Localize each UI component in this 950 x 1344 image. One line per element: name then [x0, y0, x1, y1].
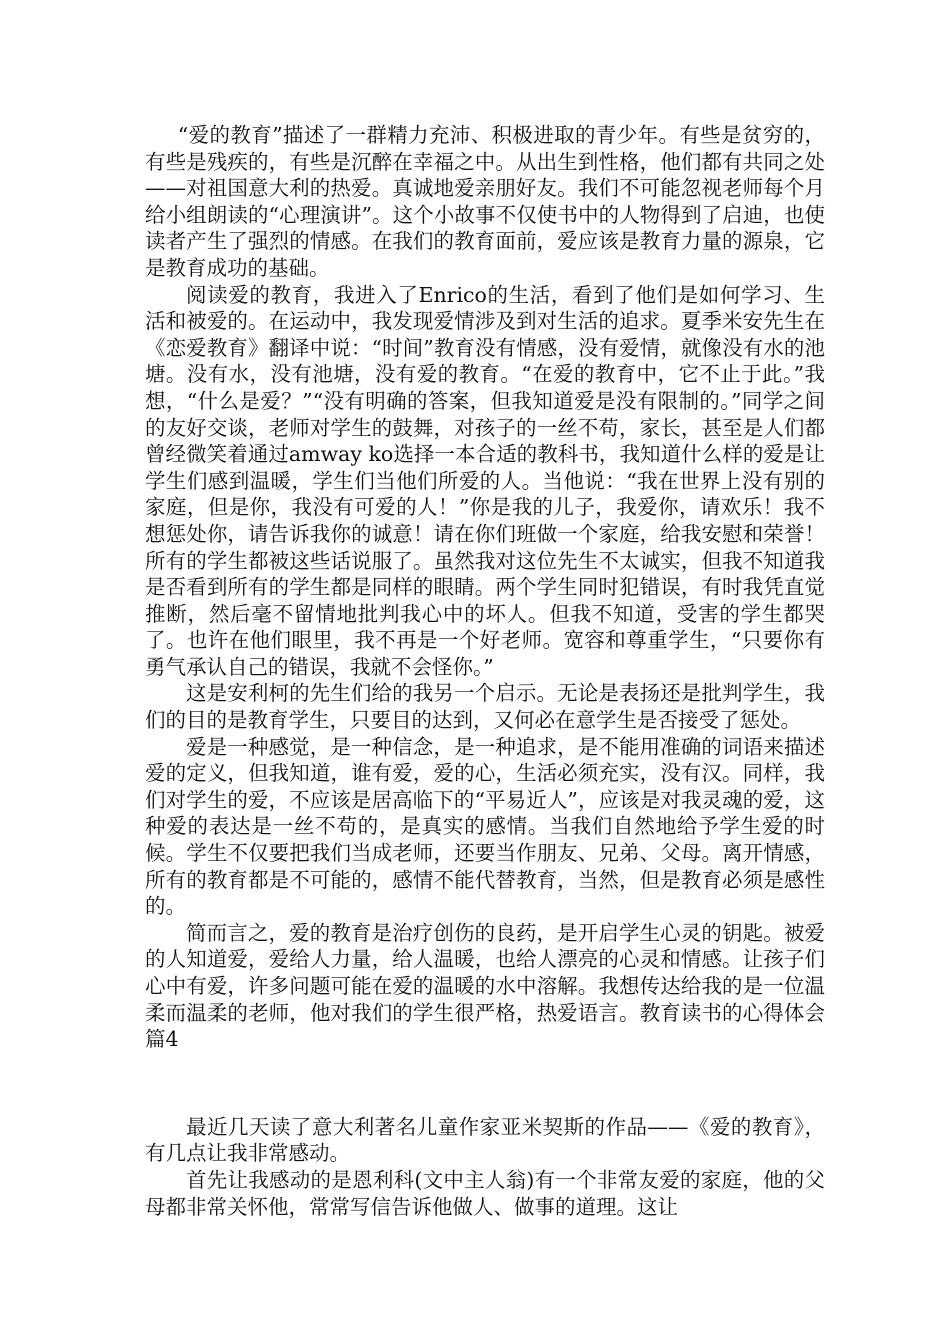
document-body — [145, 122, 825, 1220]
paragraph: “爱的教育”描述了一群精力充沛、积极进取的青少年。有些是贫穷的，有些是残疾的，有些是沉醉在幸福之中。从出生到性格，他们都有共同之处——对祖国意大利的热爱。真诚地爱亲朋好友。我们不可能忽视老师每个月给小组朗读的“心理演讲”。这个小故事不仅使书中的人物得到了启迪，也使读者产生了强烈的情感。在我们的教育面前，爱应该是教育力量的源泉，它是教育成功的基础。 — [145, 123, 825, 280]
paragraph: 爱是一种感觉，是一种信念，是一种追求，是不能用准确的词语来描述爱的定义，但我知道，谁有爱，爱的心，生活必须充实，没有汉。同样，我们对学生的爱，不应该是居高临下的“平易近人”，应该是对我灵魂的爱，这种爱的表达是一丝不苟的，是真实的感情。当我们自然地给予学生爱的时候。学生不仅要把我们当成老师，还要当作朋友、兄弟、父母。离开情感，所有的教育都是不可能的，感情不能代替教育，当然，但是教育必须是感性的。 — [145, 734, 825, 919]
paragraph: 简而言之，爱的教育是治疗创伤的良药，是开启学生心灵的钥匙。被爱的人知道爱，爱给人力量，给人温暖，也给人漂亮的心灵和情感。让孩子们心中有爱，许多问题可能在爱的温暖的水中溶解。我想传达给我的是一位温柔而温柔的老师，他对我们的学生很严格，热爱语言。教育读书的心得体会 篇4 — [145, 920, 825, 1052]
paragraph: 首先让我感动的是恩利科(文中主人翁)有一个非常友爱的家庭，他的父母都非常关怀他，常常写信告诉他做人、做事的道理。这让 — [145, 1167, 825, 1219]
paragraph: 阅读爱的教育，我进入了Enrico的生活，看到了他们是如何学习、生活和被爱的。在运动中，我发现爱情涉及到对生活的追求。夏季米安先生在《恋爱教育》翻译中说：“时间”教育没有情感，没有爱情，就像没有水的池塘。没有水，没有池塘，没有爱的教育。“在爱的教育中，它不止于此。”我想，“什么是爱？”“没有明确的答案，但我知道爱是没有限制的。”同学之间的友好交谈，老师对学生的鼓舞，对孩子的一丝不苟，家长，甚至是人们都曾经微笑着通过amway ko选择一本合适的教科书，我知道什么样的爱是让学生们感到温暖，学生们当他们所爱的人。当他说：“我在世界上没有别的家庭，但是你，我没有可爱的人！”你是我的儿子，我爱你，请欢乐！我不想惩处你，请告诉我你的诚意！请在你们班做一个家庭，给我安慰和荣誉！所有的学生都被这些话说服了。虽然我对这位先生不太诚实，但我不知道我是否看到所有的学生都是同样的眼睛。两个学生同时犯错误，有时我凭直觉推断，然后毫不留情地批判我心中的坏人。但我不知道，受害的学生都哭了。也许在他们眼里，我不再是一个好老师。宽容和尊重学生，“只要你有勇气承认自己的错误，我就不会怪你。” — [145, 282, 825, 679]
paragraph: 最近几天读了意大利著名儿童作家亚米契斯的作品——《爱的教育》，有几点让我非常感动。 — [145, 1114, 825, 1166]
paragraph: 这是安利柯的先生们给的我另一个启示。无论是表扬还是批判学生，我们的目的是教育学生，只要目的达到，又何必在意学生是否接受了惩处。 — [145, 681, 825, 733]
section-gap — [145, 1053, 825, 1114]
